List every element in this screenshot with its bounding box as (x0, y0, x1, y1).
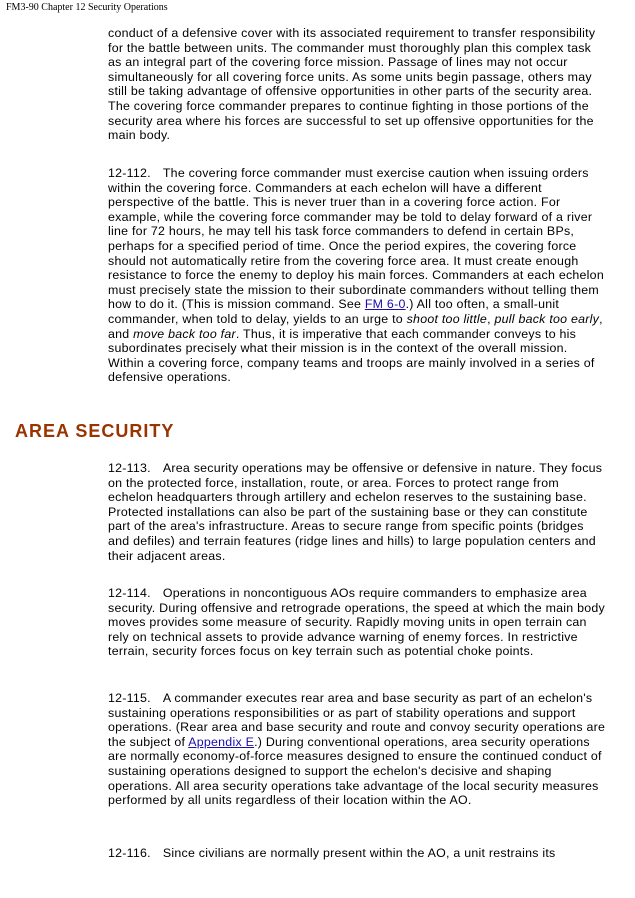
paragraph-text: Area security operations may be offensive or defensive in nature. They focus on the protected force, installation, route, or area. Forces to protect range from echelon headquarters through artillery and echelon reserves to the sustaining base. Protected installations can also be part of the sustaining base or they can constitute part of the area's infrastructure. Areas to secure range from specific points (bridges and defiles) and terrain features (ridge lines and hills) to large population centers and their adjacent areas. (108, 461, 603, 563)
appendix-e-link[interactable]: Appendix E (188, 734, 255, 749)
paragraph-12-113 (108, 461, 606, 563)
paragraph-number: 12-116. (108, 846, 151, 860)
paragraph-text: Operations in noncontiguous AOs require commanders to emphasize area security. During offensive and retrograde operations, the speed at which the main body moves provides some measure of security. Rapidly moving units in open terrain can rely on technical assets to provide advance warning of enemy forces. In restrictive terrain, security forces focus on key terrain such as potential choke points. (108, 586, 605, 659)
paragraph-12-115 (108, 691, 606, 808)
emphasis-text: move back too far (133, 326, 236, 341)
paragraph-text: .) During conventional operations, area security operations are normally economy-of-force measures designed to ensure the continued conduct of sustaining operations designed to support the echelon's decisive and shaping operations. All area security operations take advantage of the local security measures performed by all units regardless of their location within the AO. (108, 734, 602, 808)
paragraph-text: , (487, 311, 495, 326)
paragraph-number: 12-113. (108, 461, 151, 475)
paragraph-number: 12-112. (108, 166, 151, 180)
paragraph-text: .) All too often, a small-unit commander, when told to delay, yields to an urge to (108, 297, 560, 326)
paragraph-text: A commander executes rear area and base security as part of an echelon's sustaining operations responsibilities or as part of stability operations and support operations. (Rear area and base security and route and convoy security operations are the subject of (108, 691, 606, 749)
running-header: FM3-90 Chapter 12 Security Operations (6, 2, 168, 13)
section-heading: AREA SECURITY (15, 421, 175, 441)
emphasis-text: pull back too early (494, 311, 600, 326)
paragraph-continued: conduct of a defensive cover with its associated requirement to transfer responsibility for the battle between units. The commander must thoroughly plan this complex task as an integral part of the covering force mission. Passage of lines may not occur simultaneously for all covering force units. As some units begin passage, others may still be taking advantage of offensive opportunities in other parts of the security area. The covering force commander prepares to continue fighting in those portions of the security area where his forces are successful to set up offensive opportunities for the main body. (108, 26, 596, 143)
fm-6-0-link[interactable]: FM 6-0 (364, 297, 406, 312)
paragraph-number: 12-115. (108, 691, 151, 705)
paragraph-12-112 (108, 166, 606, 385)
emphasis-text: shoot too little (406, 311, 488, 326)
paragraph-text: . Thus, it is imperative that each commander conveys to his subordinates precisely what their mission is in the context of the overall mission. Within a covering force, company teams and troops are mainly involved in a series of defensive operations. (108, 326, 595, 385)
paragraph-text: Since civilians are normally present within the AO, a unit restrains its (162, 846, 556, 860)
paragraph-number: 12-114. (108, 586, 151, 600)
paragraph-text: The covering force commander must exercise caution when issuing orders within the covering force. Commanders at each echelon will have a different perspective of the battle. This is never truer than in a covering force action. For example, while the covering force commander may be told to delay forward of a river line for 72 hours, he may tell his task force commanders to defend in certain BPs, perhaps for a specified period of time. Once the period expires, the covering force should not automatically retire from the covering force area. It must create enough resistance to force the enemy to deploy his main forces. Commanders at each echelon must precisely state the mission to their subordinate commanders without telling them how to do it. (This is mission command. See (108, 166, 604, 312)
paragraph-12-114 (108, 586, 606, 659)
paragraph-text: , and (108, 311, 603, 341)
paragraph-12-116 (108, 846, 606, 861)
